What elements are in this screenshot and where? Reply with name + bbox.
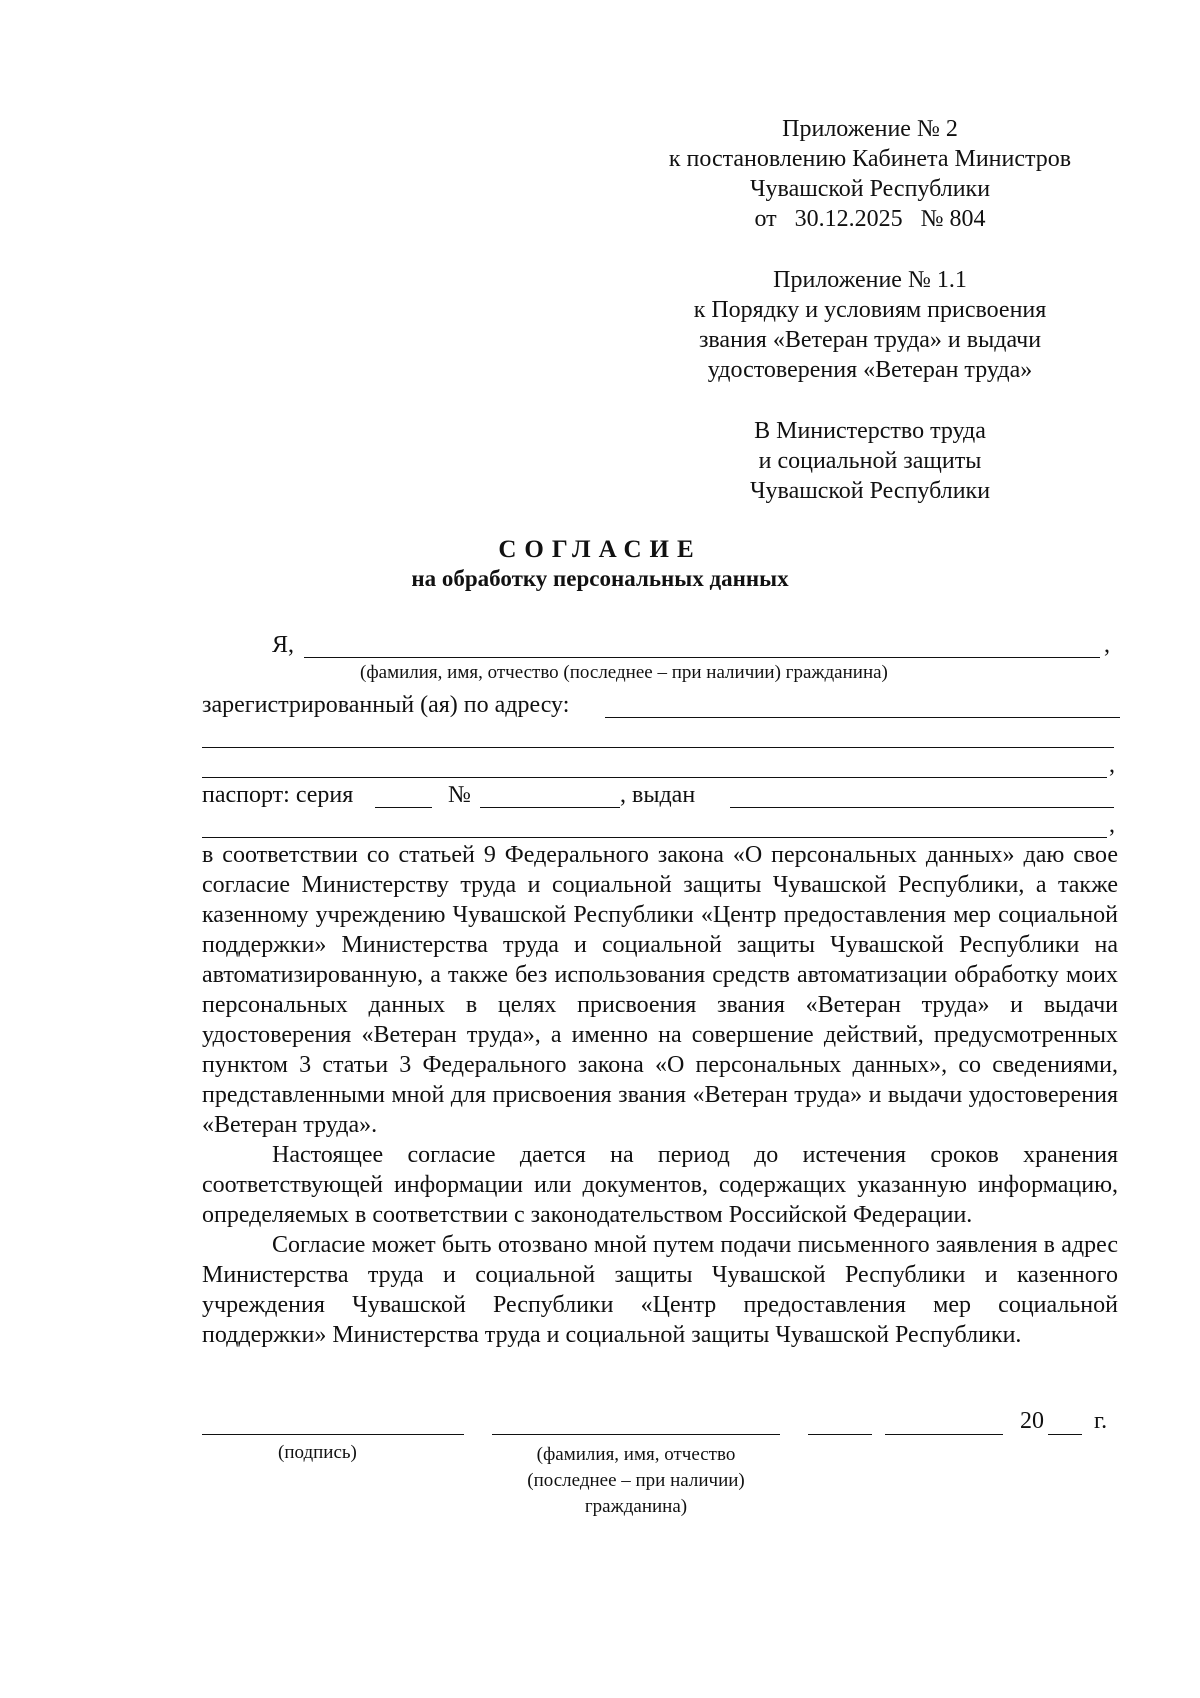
passport-series-field[interactable]: [375, 807, 432, 808]
address-field-line-3[interactable]: [202, 777, 1107, 778]
name-field-caption: (фамилия, имя, отчество (последнее – при наличии) гражданина): [360, 662, 888, 683]
appendix-1-1-line-2: к Порядку и условиям присвоения: [693, 297, 1047, 323]
appendix-1-1-line-4: удостоверения «Ветеран труда»: [707, 357, 1033, 383]
signer-name-caption-line-3: гражданина): [584, 1496, 688, 1517]
signature-block: [0, 1406, 1200, 1516]
address-row-2: [202, 720, 1120, 750]
addressee-block: [640, 416, 1100, 506]
addressee-line-1: В Министерство труда: [754, 418, 986, 444]
document-subtitle: на обработку персональных данных: [411, 566, 789, 591]
date-day-field[interactable]: [808, 1434, 872, 1435]
passport-row: [202, 780, 1120, 810]
passport-label: паспорт: серия: [202, 782, 354, 808]
consent-paragraph-1: в соответствии со статьей 9 Федерального закона «О персональных данных» даю свое согласие Министерству труда и социальной защиты Чувашской Республики, а также казенному учреждению Чувашской Республики «Центр предоставления мер социальной поддержки» Министерства труда и социальной защиты Чувашской Республики на автоматизированную, а также без использования средств автоматизации обработку моих персональных данных в целях присвоения звания «Ветеран труда» и выдачи удостоверения «Ветеран труда», а именно на совершение действий, предусмотренных пунктом 3 статьи 3 Федерального закона «О персональных данных», со сведениями, представленными мной для присвоения звания «Ветеран труда» и выдачи удостоверения «Ветеран труда».: [202, 842, 1118, 1138]
comma: ,: [1109, 752, 1115, 778]
issued-by-row-2: [202, 810, 1120, 840]
year-prefix: 20: [1020, 1408, 1044, 1434]
signer-name-caption-line-1: (фамилия, имя, отчество: [536, 1444, 736, 1465]
appendix-2-title: Приложение № 2: [782, 116, 958, 142]
year-suffix: г.: [1094, 1408, 1108, 1434]
ya-label: Я,: [272, 632, 295, 658]
issued-label: , выдан: [620, 782, 696, 808]
signature-caption: (подпись): [278, 1442, 357, 1463]
consent-paragraph-3: Согласие может быть отозвано мной путем подачи письменного заявления в адрес Министерства труда и социальной защиты Чувашской Республики и казенного учреждения Чувашской Республики «Центр предоставления мер социальной поддержки» Министерства труда и социальной защиты Чувашской Республики.: [202, 1232, 1118, 1348]
appendix-2-date-line: [640, 204, 1100, 234]
appendix-1-1-line-3: звания «Ветеран труда» и выдачи: [698, 327, 1042, 353]
signer-name-field[interactable]: [492, 1434, 780, 1435]
date-prefix: от: [754, 206, 777, 232]
addressee-line-3: Чувашской Республики: [749, 478, 991, 504]
number-sign: №: [448, 782, 471, 808]
comma: ,: [1109, 812, 1115, 838]
appendix-1-1-title: Приложение № 1.1: [773, 267, 967, 293]
appendix-2-block: [640, 114, 1100, 234]
decree-number: № 804: [920, 206, 986, 232]
consent-paragraph-2: Настоящее согласие дается на период до истечения сроков хранения соответствующей информации или документов, содержащих указанную информацию, определяемых в соответствии с законодательством Российской Федерации.: [202, 1142, 1118, 1228]
appendix-2-line-3: Чувашской Республики: [749, 176, 991, 202]
passport-number-field[interactable]: [480, 807, 620, 808]
address-row-3: [202, 750, 1120, 780]
decree-date: 30.12.2025: [794, 206, 903, 232]
document-title: СОГЛАСИЕ: [498, 536, 702, 563]
appendix-2-line-2: к постановлению Кабинета Министров: [668, 146, 1072, 172]
comma: ,: [1104, 632, 1110, 658]
address-field-line-2[interactable]: [202, 747, 1114, 748]
date-year-field[interactable]: [1048, 1434, 1082, 1435]
signer-name-caption: [476, 1442, 796, 1520]
signer-name-caption-line-2: (последнее – при наличии): [527, 1470, 745, 1491]
addressee-line-2: и социальной защиты: [758, 448, 982, 474]
name-row: [202, 630, 1120, 660]
issued-by-field-line-2[interactable]: [202, 837, 1107, 838]
address-field[interactable]: [605, 717, 1120, 718]
full-name-field[interactable]: [304, 657, 1100, 658]
address-label: зарегистрированный (ая) по адресу:: [202, 692, 570, 718]
date-month-field[interactable]: [885, 1434, 1003, 1435]
address-row: [202, 690, 1120, 720]
signature-field[interactable]: [202, 1434, 464, 1435]
consent-body: [202, 840, 1118, 1350]
appendix-1-1-block: [640, 265, 1100, 385]
issued-by-field[interactable]: [730, 807, 1114, 808]
